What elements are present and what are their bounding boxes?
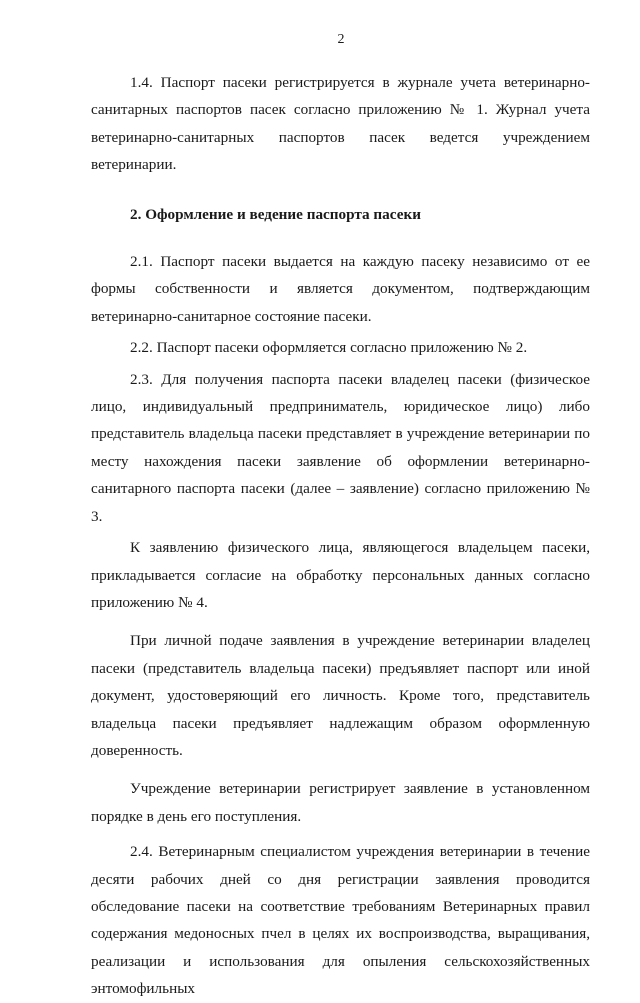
paragraph-2-1: 2.1. Паспорт пасеки выдается на каждую пасеку независимо от ее формы собственности и является документом, подтверждающим ветеринарно-санитарное состояние пасеки. — [91, 253, 590, 325]
page-number: 2 — [337, 32, 345, 47]
paragraph-2-2: 2.2. Паспорт пасеки оформляется согласно приложению № 2. — [130, 339, 528, 357]
section-heading: 2. Оформление и ведение паспорта пасеки — [130, 205, 421, 223]
paragraph-personal-submission: При личной подаче заявления в учреждение ветеринарии владелец пасеки (представитель владельца пасеки) предъявляет паспорт или иной документ, удостоверяющий его личность. Кроме того, представитель владельца пасеки предъявляет надлежащим образом оформленную доверенность. — [91, 632, 590, 759]
paragraph-2-3: 2.3. Для получения паспорта пасеки владелец пасеки (физическое лицо, индивидуальный предприниматель, юридическое лицо) либо представитель владельца пасеки представляет в учреждение ветеринарии по месту нахождения пасеки заявление об оформлении ветеринарно-санитарного паспорта пасеки (далее – заявление) согласно приложению № 3. — [91, 370, 590, 525]
paragraph-registration: Учреждение ветеринарии регистрирует заявление в установленном порядке в день его поступления. — [91, 780, 590, 825]
paragraph-1-4: 1.4. Паспорт пасеки регистрируется в журнале учета ветеринарно-санитарных паспортов пасек согласно приложению № 1. Журнал учета ветеринарно-санитарных паспортов пасек ведется учреждением ветеринарии. — [91, 74, 590, 174]
document-body — [91, 69, 590, 1003]
paragraph-2-4: 2.4. Ветеринарным специалистом учреждения ветеринарии в течение десяти рабочих дней со дня регистрации заявления проводится обследование пасеки на соответствие требованиям Ветеринарных правил содержания медоносных пчел в целях их воспроизводства, выращивания, реализации и использования для опыления сельскохозяйственных энтомофильных — [91, 843, 590, 998]
paragraph-consent: К заявлению физического лица, являющегося владельцем пасеки, прикладывается согласие на обработку персональных данных согласно приложению № 4. — [91, 539, 590, 611]
